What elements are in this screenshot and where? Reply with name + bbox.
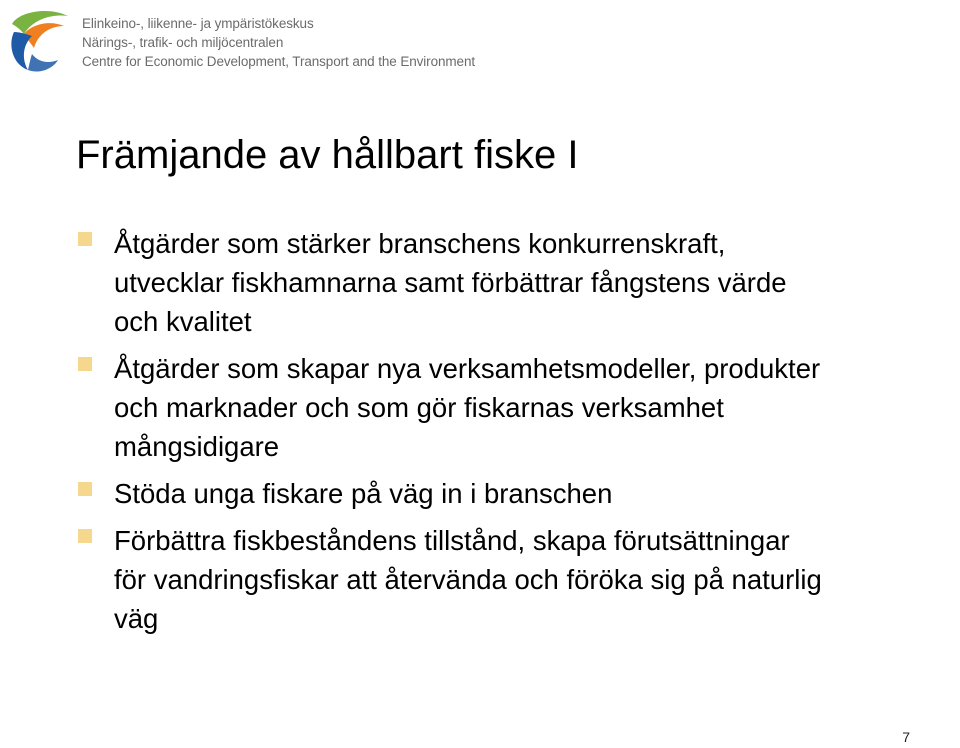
bullet-item xyxy=(78,521,958,638)
bullet-line: för vandringsfiskar att återvända och föröka sig på naturlig xyxy=(114,564,822,595)
bullet-text xyxy=(114,349,958,466)
bullet-item xyxy=(78,474,958,513)
bullet-item xyxy=(78,224,958,341)
bullet-list xyxy=(78,224,958,646)
bullet-text xyxy=(114,521,958,638)
org-name-swedish: Närings-, trafik- och miljöcentralen xyxy=(82,35,284,50)
ely-centre-logo-icon xyxy=(4,4,74,74)
bullet-text xyxy=(114,224,958,341)
org-name-finnish: Elinkeino-, liikenne- ja ympäristökeskus xyxy=(82,16,314,31)
bullet-line: och marknader och som gör fiskarnas verksamhet xyxy=(114,392,724,423)
bullet-line: utvecklar fiskhamnarna samt förbättrar fångstens värde xyxy=(114,267,787,298)
bullet-item xyxy=(78,349,958,466)
bullet-text xyxy=(114,474,958,513)
square-bullet-icon xyxy=(78,529,92,543)
org-name-english: Centre for Economic Development, Transport and the Environment xyxy=(82,54,475,69)
header xyxy=(4,4,475,74)
bullet-line: väg xyxy=(114,603,159,634)
bullet-line: Åtgärder som stärker branschens konkurrenskraft, xyxy=(114,228,726,259)
page-number: 7 xyxy=(902,729,910,745)
bullet-line: Åtgärder som skapar nya verksamhetsmodeller, produkter xyxy=(114,353,821,384)
bullet-line: Förbättra fiskbeståndens tillstånd, skapa förutsättningar xyxy=(114,525,790,556)
bullet-line: Stöda unga fiskare på väg in i branschen xyxy=(114,478,613,509)
square-bullet-icon xyxy=(78,482,92,496)
bullet-line: och kvalitet xyxy=(114,306,252,337)
square-bullet-icon xyxy=(78,357,92,371)
organization-names xyxy=(82,14,475,71)
slide-title: Främjande av hållbart fiske I xyxy=(76,133,579,177)
bullet-line: mångsidigare xyxy=(114,431,280,462)
square-bullet-icon xyxy=(78,232,92,246)
